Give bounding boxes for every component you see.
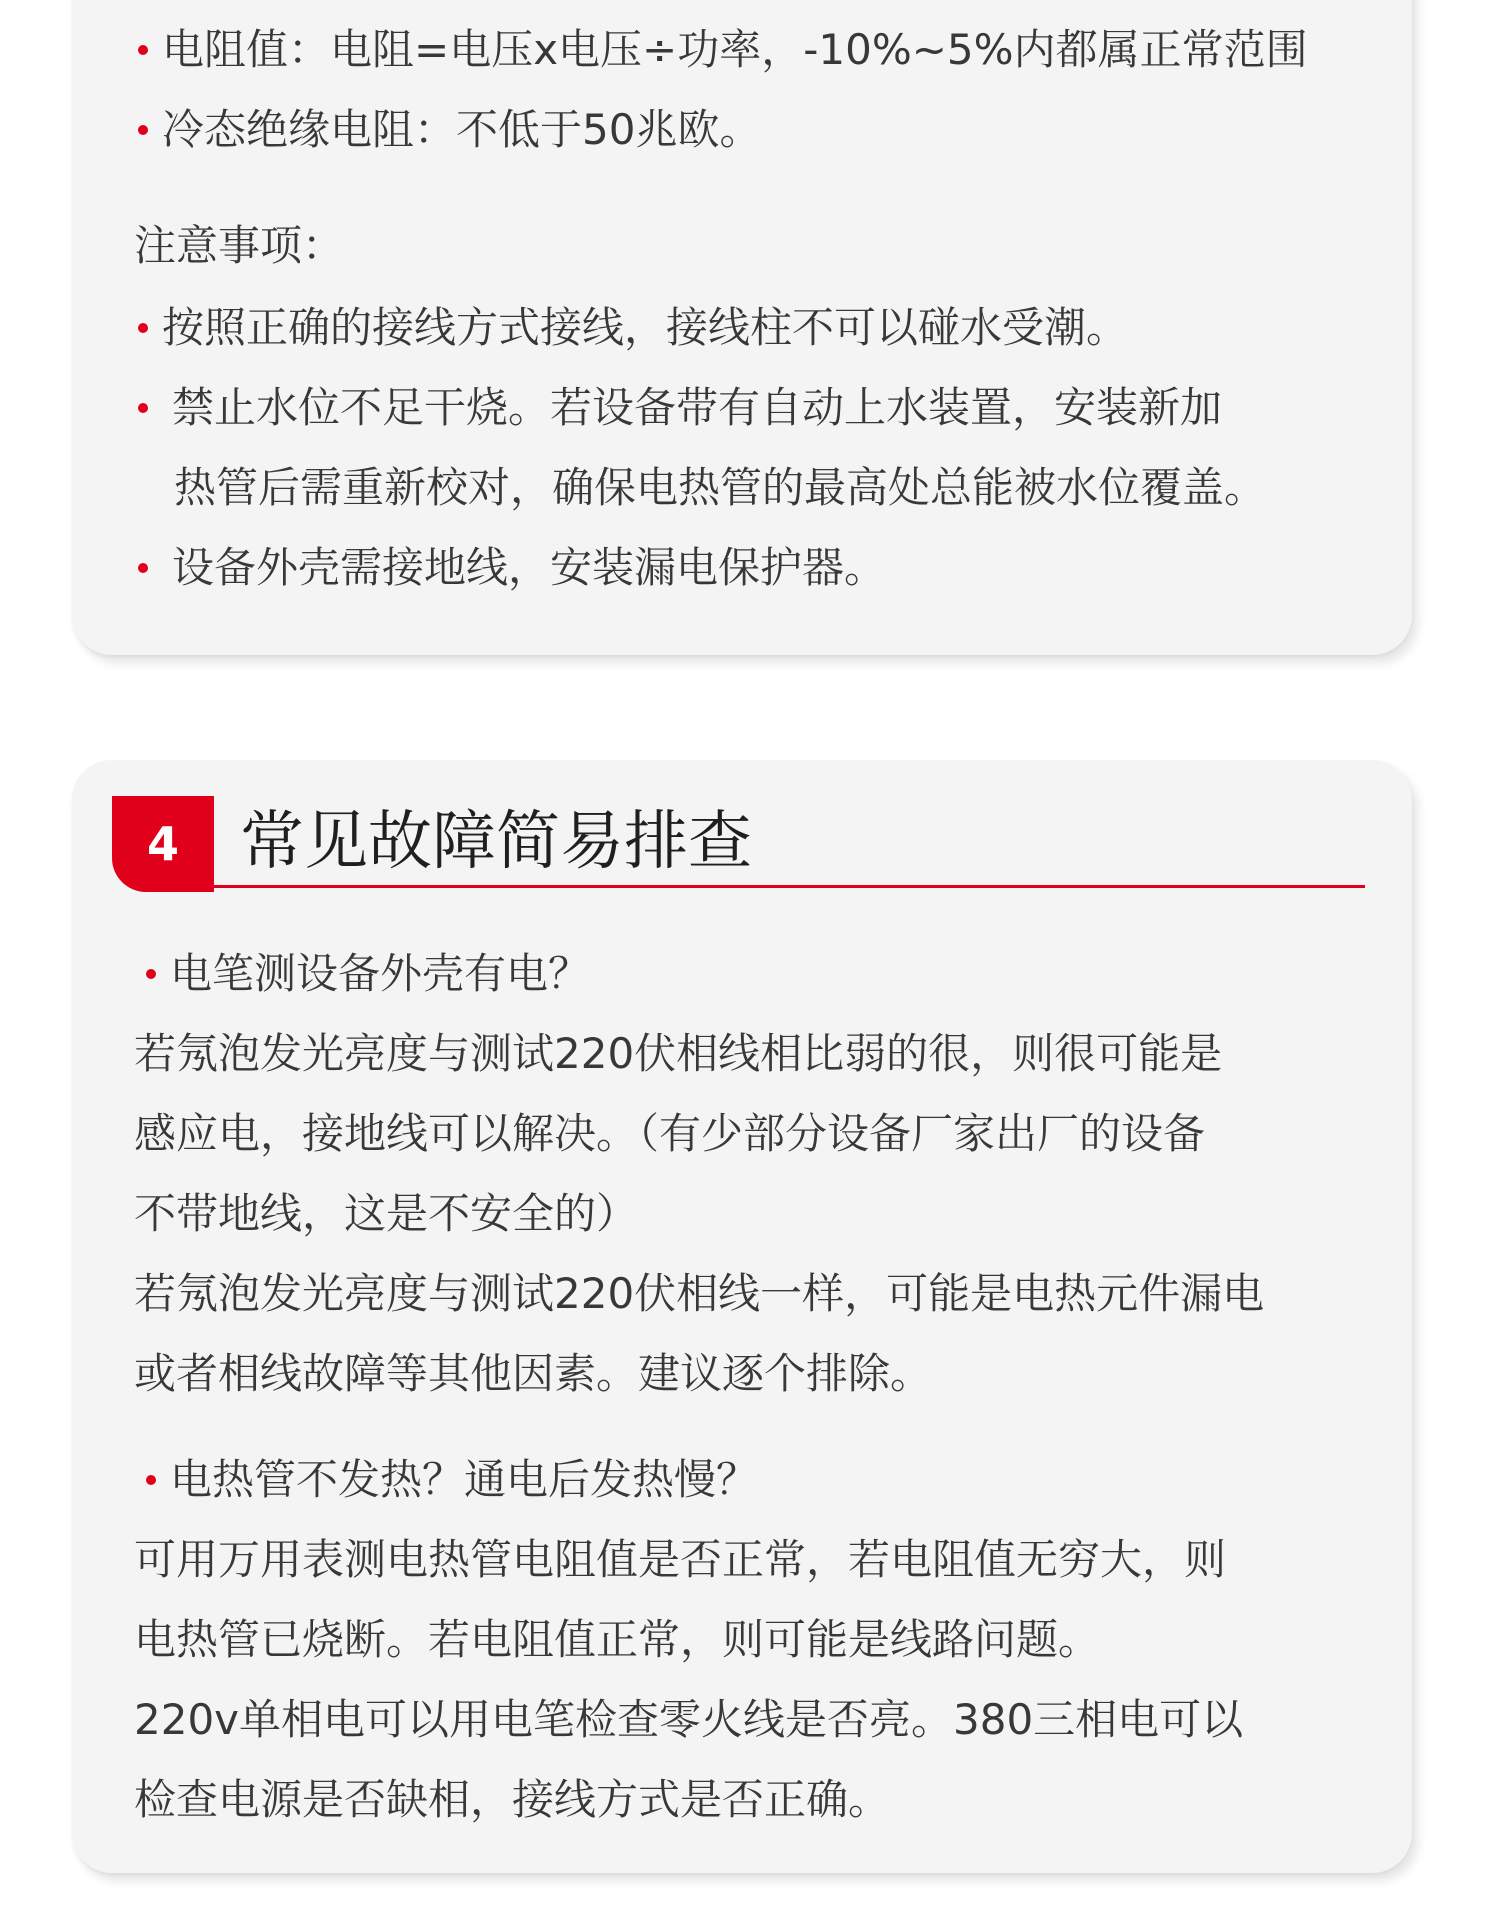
section-header — [112, 796, 1365, 892]
answer-line: 220v单相电可以用电笔检查零火线是否亮。380三相电可以 — [134, 1695, 1244, 1744]
bullet-icon — [138, 403, 148, 413]
answer-line: 若氖泡发光亮度与测试220伏相线一样，可能是电热元件漏电 — [134, 1269, 1265, 1318]
spec-item-insulation: 冷态绝缘电阻：不低于50兆欧。 — [138, 104, 761, 156]
answer-line: 感应电，接地线可以解决。（有少部分设备厂家出厂的设备 — [134, 1109, 1206, 1158]
bullet-icon — [138, 125, 148, 135]
spec-item-resistance: 电阻值：电阻=电压x电压÷功率，-10%~5%内都属正常范围 — [138, 24, 1308, 76]
bullet-icon — [138, 563, 148, 573]
section-title: 常见故障简易排查 — [240, 805, 752, 879]
answer-line: 可用万用表测电热管电阻值是否正常，若电阻值无穷大，则 — [134, 1535, 1227, 1584]
bullet-icon — [146, 969, 156, 979]
answer-line: 电热管已烧断。若电阻值正常，则可能是线路问题。 — [134, 1615, 1101, 1664]
bullet-icon — [146, 1475, 156, 1485]
question-no-heat: 电热管不发热？通电后发热慢？ — [146, 1454, 758, 1506]
notes-heading: 注意事项： — [134, 221, 345, 270]
question-shell-electrified: 电笔测设备外壳有电？ — [146, 948, 590, 1000]
note-item-dry-burn: 禁止水位不足干烧。若设备带有自动上水装置，安装新加 — [138, 382, 1222, 434]
answer-line: 或者相线故障等其他因素。建议逐个排除。 — [134, 1349, 933, 1398]
answer-line: 检查电源是否缺相，接线方式是否正确。 — [134, 1775, 891, 1824]
note-item-wiring: 按照正确的接线方式接线，接线柱不可以碰水受潮。 — [138, 302, 1128, 354]
section-divider — [210, 885, 1365, 888]
answer-line: 若氖泡发光亮度与测试220伏相线相比弱的很，则很可能是 — [134, 1029, 1223, 1078]
section-number-badge: 4 — [112, 796, 214, 892]
note-item-dry-burn-cont: 热管后需重新校对，确保电热管的最高处总能被水位覆盖。 — [174, 463, 1267, 512]
answer-line: 不带地线，这是不安全的） — [134, 1189, 639, 1238]
note-item-ground: 设备外壳需接地线，安装漏电保护器。 — [138, 542, 886, 594]
bullet-icon — [138, 323, 148, 333]
bullet-icon — [138, 45, 148, 55]
